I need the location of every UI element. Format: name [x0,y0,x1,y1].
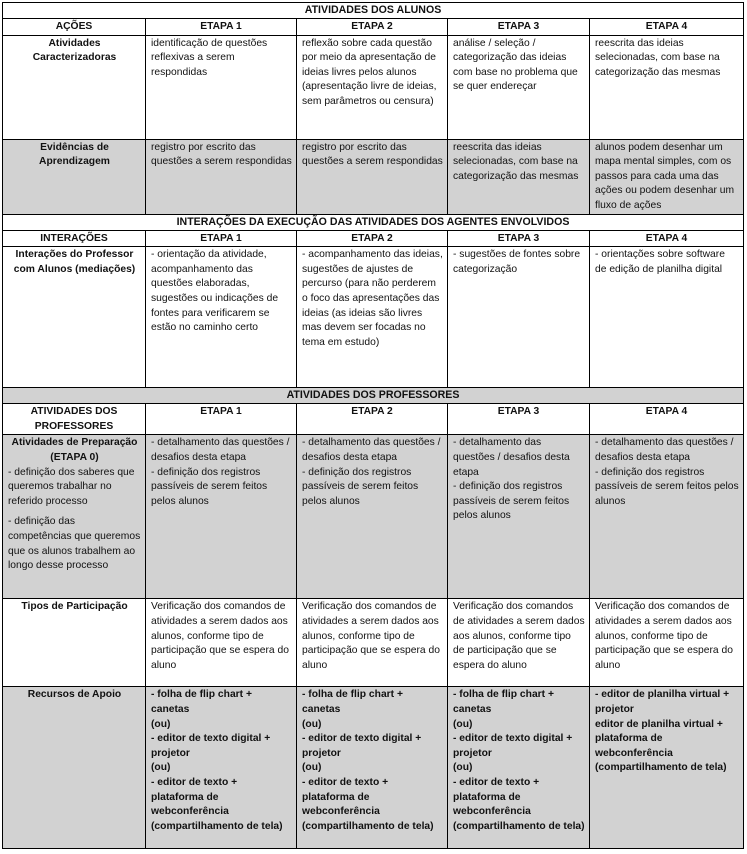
header-etapa-3: ETAPA 3 [448,19,590,36]
preparacao-item-saberes: - definição dos saberes que queremos trabalhar no referido processo [8,466,135,507]
cell-recursos-etapa-2 [297,687,448,849]
cell-interacoes-etapa-2: - acompanhamento das ideias, sugestões de ajustes de percurso (para não perderem o foco das apresentações das ideias (as ideias são livres mas devem ser focadas no tema em estudo) [297,247,448,388]
header-interacoes: INTERAÇÕES [3,230,146,247]
recurso-editor-projetor: - editor de texto digital + projetor [453,733,573,759]
header-row-professores [3,404,744,435]
section-title-interacoes: INTERAÇÕES DA EXECUÇÃO DAS ATIVIDADES DOS AGENTES ENVOLVIDOS [3,214,744,230]
recurso-editor-webconferencia: - editor de texto + plataforma de webconferência (compartilhamento de tela) [151,776,283,832]
preparacao-detalhamento: - detalhamento das questões / desafios desta etapa [453,437,570,478]
header-row-interacoes [3,230,744,247]
recurso-flip-chart: - folha de flip chart + canetas [302,689,403,715]
preparacao-detalhamento: - detalhamento das questões / desafios desta etapa [595,437,734,463]
cell-recursos-etapa-4 [590,687,744,849]
row-interacoes-professor [3,247,744,388]
preparacao-registros: - definição dos registros passíveis de serem feitos pelos alunos [151,466,268,507]
header-etapa-3: ETAPA 3 [448,230,590,247]
cell-recursos-etapa-3 [448,687,590,849]
recurso-ou: (ou) [151,718,171,730]
section-title-professores: ATIVIDADES DOS PROFESSORES [3,388,744,404]
preparacao-item-competencias: - definição das competências que queremos que os alunos trabalhem ao longo desse processo [8,516,141,572]
cell-caracterizadoras-etapa-3: análise / seleção / categorização das ideias com base no problema que se quer endereçar [448,35,590,139]
recurso-editor-webconferencia: - editor de texto + plataforma de webconferência (compartilhamento de tela) [453,776,585,832]
header-atividades-professores: ATIVIDADES DOS PROFESSORES [3,404,146,435]
header-row-alunos [3,19,744,36]
preparacao-detalhamento: - detalhamento das questões / desafios desta etapa [151,437,290,463]
recurso-planilha-webconferencia: editor de planilha virtual + plataforma de webconferência (compartilhamento de tela) [595,718,727,774]
cell-evidencias-etapa-2: registro por escrito das questões a serem respondidas [297,139,448,214]
header-etapa-1: ETAPA 1 [146,404,297,435]
row-tipos-participacao [3,599,744,687]
section-title-alunos: ATIVIDADES DOS ALUNOS [3,3,744,19]
recurso-ou: (ou) [302,762,322,774]
recurso-ou: (ou) [453,762,473,774]
cell-participacao-etapa-3: Verificação dos comandos de atividades a serem dados aos alunos, conforme tipo de participação que se espera do aluno [448,599,590,687]
recurso-ou: (ou) [453,718,473,730]
cell-caracterizadoras-etapa-4: reescrita das ideias selecionadas, com base na categorização das mesmas [590,35,744,139]
recurso-ou: (ou) [302,718,322,730]
cell-preparacao-etapa-4 [590,435,744,599]
cell-evidencias-etapa-1: registro por escrito das questões a serem respondidas [146,139,297,214]
cell-evidencias-etapa-3: reescrita das ideias selecionadas, com base na categorização das mesmas [448,139,590,214]
cell-recursos-etapa-1 [146,687,297,849]
label-evidencias-aprendizagem: Evidências de Aprendizagem [3,139,146,214]
activities-table [2,2,744,849]
cell-interacoes-etapa-1: - orientação da atividade, acompanhamento das questões elaboradas, sugestões ou indicações de fontes para verificarem se estão no caminho certo [146,247,297,388]
row-atividades-caracterizadoras [3,35,744,139]
header-etapa-4: ETAPA 4 [590,230,744,247]
label-atividades-caracterizadoras: Atividades Caracterizadoras [3,35,146,139]
cell-participacao-etapa-2: Verificação dos comandos de atividades a serem dados aos alunos, conforme tipo de participação que se espera do aluno [297,599,448,687]
preparacao-registros: - definição dos registros passíveis de serem feitos pelos alunos [595,466,739,507]
preparacao-detalhamento: - detalhamento das questões / desafios desta etapa [302,437,441,463]
cell-evidencias-etapa-4: alunos podem desenhar um mapa mental simples, com os passos para cada uma das ações ou podem desenhar um fluxo de ações [590,139,744,214]
row-atividades-preparacao [3,435,744,599]
section-row-professores [3,388,744,404]
header-etapa-4: ETAPA 4 [590,19,744,36]
recurso-flip-chart: - folha de flip chart + canetas [453,689,554,715]
cell-caracterizadoras-etapa-1: identificação de questões reflexivas a serem respondidas [146,35,297,139]
header-etapa-2: ETAPA 2 [297,230,448,247]
header-acoes: AÇÕES [3,19,146,36]
header-etapa-1: ETAPA 1 [146,230,297,247]
row-evidencias-aprendizagem [3,139,744,214]
row-recursos-apoio [3,687,744,849]
cell-caracterizadoras-etapa-2: reflexão sobre cada questão por meio da apresentação de ideias livres pelos alunos (apresentação livre de ideias, sem parâmetros ou censura) [297,35,448,139]
cell-preparacao-etapa-2 [297,435,448,599]
activities-document [2,2,743,849]
label-tipos-participacao: Tipos de Participação [3,599,146,687]
header-etapa-4: ETAPA 4 [590,404,744,435]
section-row-interacoes [3,214,744,230]
recurso-editor-webconferencia: - editor de texto + plataforma de webconferência (compartilhamento de tela) [302,776,434,832]
preparacao-registros: - definição dos registros passíveis de serem feitos pelos alunos [453,481,570,522]
preparacao-registros: - definição dos registros passíveis de serem feitos pelos alunos [302,466,419,507]
label-interacoes-professor: Interações do Professor com Alunos (mediações) [3,247,146,388]
header-etapa-2: ETAPA 2 [297,404,448,435]
header-etapa-2: ETAPA 2 [297,19,448,36]
section-row-alunos [3,3,744,19]
recurso-editor-projetor: - editor de texto digital + projetor [302,733,422,759]
label-recursos-apoio: Recursos de Apoio [3,687,146,849]
cell-interacoes-etapa-4: - orientações sobre software de edição de planilha digital [590,247,744,388]
cell-participacao-etapa-4: Verificação dos comandos de atividades a serem dados aos alunos, conforme tipo de participação que se espera do aluno [590,599,744,687]
header-etapa-1: ETAPA 1 [146,19,297,36]
recurso-ou: (ou) [151,762,171,774]
cell-interacoes-etapa-3: - sugestões de fontes sobre categorização [448,247,590,388]
cell-preparacao-etapa-3 [448,435,590,599]
recurso-editor-projetor: - editor de texto digital + projetor [151,733,271,759]
preparacao-title: Atividades de Preparação (ETAPA 0) [11,437,138,463]
label-atividades-preparacao [3,435,146,599]
cell-preparacao-etapa-1 [146,435,297,599]
header-etapa-3: ETAPA 3 [448,404,590,435]
recurso-planilha-projetor: - editor de planilha virtual + projetor [595,689,730,715]
cell-participacao-etapa-1: Verificação dos comandos de atividades a serem dados aos alunos, conforme tipo de participação que se espera do aluno [146,599,297,687]
recurso-flip-chart: - folha de flip chart + canetas [151,689,252,715]
